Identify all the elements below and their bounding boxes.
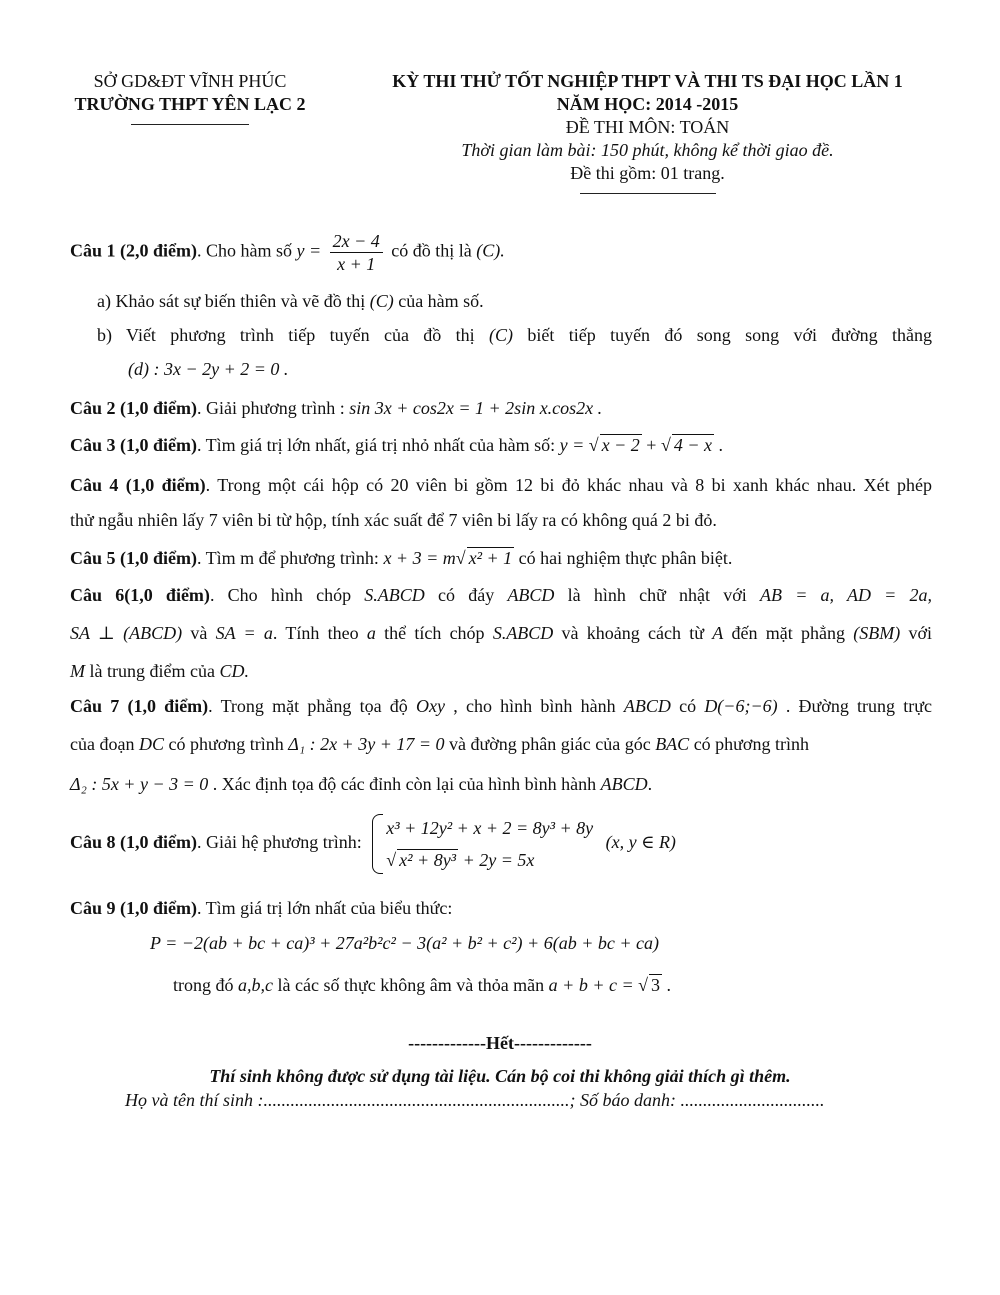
question-6-line-2 bbox=[70, 621, 932, 645]
q7-delta-2: Δ₂ : 5x + y − 3 = 0 bbox=[70, 774, 209, 794]
school-year: NĂM HỌC: 2014 -2015 bbox=[556, 94, 739, 114]
question-6-line-1 bbox=[70, 583, 932, 607]
candidate-signature-line: Họ và tên thí sinh :....................................................................; Số báo danh: ................................ bbox=[125, 1090, 825, 1110]
q7-text: . Đường trung trực bbox=[777, 696, 933, 716]
question-9-condition bbox=[173, 973, 933, 997]
left-brace-icon bbox=[372, 814, 383, 874]
question-1-y: y = bbox=[296, 240, 322, 261]
q7-text: , cho hình bình hành bbox=[445, 696, 624, 716]
question-5 bbox=[70, 546, 932, 570]
question-5-lhs: x + 3 = m bbox=[383, 548, 456, 568]
question-7-line-3 bbox=[70, 772, 932, 796]
question-1b-prefix: b) Viết phương trình tiếp tuyến của đồ thị bbox=[97, 325, 490, 345]
question-3-end: . bbox=[713, 435, 723, 455]
q6-text: và bbox=[182, 623, 216, 643]
question-5-tail: có hai nghiệm thực phân biệt. bbox=[514, 548, 733, 568]
q9-text: . bbox=[662, 975, 671, 995]
question-1a bbox=[97, 289, 932, 313]
sqrt-icon: √ bbox=[455, 548, 466, 568]
sqrt-icon: √ bbox=[386, 850, 397, 870]
q7-text: và đường phân giác của góc bbox=[444, 734, 656, 754]
question-9-expression bbox=[150, 931, 930, 955]
q7-text: . bbox=[647, 774, 653, 794]
question-3-plus: + bbox=[641, 435, 661, 455]
fraction-denominator: x + 1 bbox=[337, 254, 376, 274]
sqrt-icon: √ bbox=[588, 435, 599, 455]
q6-dimensions: AB = a, AD = 2a, bbox=[759, 585, 933, 605]
question-5-label: Câu 5 (1,0 điểm) bbox=[70, 548, 197, 568]
question-4-text-2: thử ngẫu nhiên lấy 7 viên bi từ hộp, tính xác suất để 7 viên bi lấy ra có không quá 2 bi đỏ. bbox=[70, 510, 717, 530]
q7-text: . Xác định tọa độ các đỉnh còn lại của hình bình hành bbox=[208, 774, 601, 794]
q6-text: . Tính theo bbox=[272, 623, 367, 643]
q6-text: và khoảng cách từ bbox=[553, 623, 713, 643]
question-1-lead: . Cho hàm số bbox=[197, 240, 297, 261]
question-1b-suffix: biết tiếp tuyến đó song song với đường thẳng bbox=[513, 325, 932, 345]
question-9 bbox=[70, 896, 932, 920]
question-8-label: Câu 8 (1,0 điểm) bbox=[70, 832, 197, 853]
q7-parallelogram: ABCD bbox=[623, 696, 671, 716]
q6-text: là trung điểm của bbox=[85, 661, 220, 681]
candidate-note: Thí sinh không được sử dụng tài liệu. Cán bộ coi thi không giải thích gì thêm. bbox=[209, 1066, 791, 1086]
question-1-tail: có đồ thị là bbox=[386, 240, 477, 261]
q9-text: là các số thực không âm và thỏa mãn bbox=[273, 975, 549, 995]
q6-point-a: A bbox=[712, 623, 724, 643]
q7-delta-1: Δ₁ : 2x + 3y + 17 = 0 bbox=[288, 734, 445, 754]
question-1 bbox=[70, 230, 932, 275]
q7-text: có phương trình bbox=[689, 734, 809, 754]
question-8-domain: (x, y ∈ R) bbox=[605, 832, 676, 853]
question-6-line-3 bbox=[70, 659, 932, 683]
q6-text: với bbox=[900, 623, 932, 643]
question-2-label: Câu 2 (1,0 điểm) bbox=[70, 398, 197, 418]
q6-text: là hình chữ nhật với bbox=[554, 585, 760, 605]
q7-segment: DC bbox=[138, 734, 164, 754]
q9-variables: a,b,c bbox=[238, 975, 273, 995]
q6-point-m: M bbox=[70, 661, 85, 681]
header-left-divider bbox=[131, 124, 249, 125]
sqrt-icon: √ bbox=[660, 435, 671, 455]
q6-plane: (SBM) bbox=[853, 623, 901, 643]
question-2-equation: sin 3x + cos2x = 1 + 2sin x.cos2x . bbox=[349, 398, 603, 418]
header-right-divider bbox=[580, 193, 716, 194]
q6-text: đến mặt phẳng bbox=[723, 623, 854, 643]
school-name: TRƯỜNG THPT YÊN LẠC 2 bbox=[74, 94, 306, 114]
q6-sa-length: SA = a bbox=[215, 623, 273, 643]
q6-pyramid: S.ABCD bbox=[364, 585, 425, 605]
exam-subject: ĐỀ THI MÔN: TOÁN bbox=[565, 117, 730, 137]
question-4-label: Câu 4 (1,0 điểm) bbox=[70, 475, 206, 495]
department-name: SỞ GD&ĐT VĨNH PHÚC bbox=[93, 71, 287, 91]
question-1-graph: (C). bbox=[476, 240, 505, 261]
question-4-line-1 bbox=[70, 473, 932, 497]
header-right bbox=[355, 70, 940, 194]
question-1-label: Câu 1 (2,0 điểm) bbox=[70, 240, 197, 261]
question-3-text: . Tìm giá trị lớn nhất, giá trị nhỏ nhất của hàm số: bbox=[197, 435, 560, 455]
q6-variable: a bbox=[366, 623, 376, 643]
question-1b bbox=[97, 323, 932, 347]
question-9-label: Câu 9 (1,0 điểm) bbox=[70, 898, 197, 918]
header-left bbox=[40, 70, 340, 125]
q6-segment-cd: CD. bbox=[219, 661, 249, 681]
question-3-radicand-2: 4 − x bbox=[673, 435, 712, 455]
system-radicand: x² + 8y³ bbox=[399, 850, 457, 870]
q7-point-d: D(−6;−6) bbox=[704, 696, 778, 716]
question-2 bbox=[70, 396, 932, 420]
question-8-text: . Giải hệ phương trình: bbox=[197, 832, 367, 853]
q9-condition-lhs: a + b + c = bbox=[548, 975, 639, 995]
q9-text: trong đó bbox=[173, 975, 238, 995]
system-equation-2-tail: + 2y = 5x bbox=[458, 850, 535, 870]
question-3-label: Câu 3 (1,0 điểm) bbox=[70, 435, 197, 455]
question-9-text: . Tìm giá trị lớn nhất của biểu thức: bbox=[197, 898, 453, 918]
question-7-label: Câu 7 (1,0 điểm) bbox=[70, 696, 209, 716]
q6-text: có đáy bbox=[424, 585, 508, 605]
question-3 bbox=[70, 433, 932, 457]
fraction-numerator: 2x − 4 bbox=[330, 230, 383, 253]
q6-pyramid: S.ABCD bbox=[492, 623, 554, 643]
exam-duration: Thời gian làm bài: 150 phút, không kể thời giao đề. bbox=[461, 140, 834, 160]
q6-perpendicular: SA ⊥ (ABCD) bbox=[70, 623, 183, 643]
question-5-text: . Tìm m để phương trình: bbox=[197, 548, 384, 568]
question-6-label: Câu 6(1,0 điểm) bbox=[70, 585, 210, 605]
page-count: Đề thi gồm: 01 trang. bbox=[570, 163, 725, 183]
question-1-fraction bbox=[330, 230, 383, 275]
q6-base: ABCD bbox=[507, 585, 555, 605]
question-8 bbox=[70, 812, 932, 876]
question-1a-graph: (C) bbox=[369, 291, 394, 311]
question-1a-prefix: a) Khảo sát sự biến thiên và vẽ đồ thị bbox=[97, 291, 370, 311]
line-d-equation: (d) : 3x − 2y + 2 = 0 . bbox=[128, 359, 289, 379]
expression-p: P = −2(ab + bc + ca)³ + 27a²b²c² − 3(a² + b² + c²) + 6(ab + bc + ca) bbox=[150, 933, 659, 953]
q6-text: . Cho hình chóp bbox=[209, 585, 365, 605]
system-equation-1: x³ + 12y² + x + 2 = 8y³ + 8y bbox=[386, 818, 594, 838]
question-5-radicand: x² + 1 bbox=[468, 548, 513, 568]
question-1b-graph: (C) bbox=[489, 325, 514, 345]
q7-plane: Oxy bbox=[416, 696, 446, 716]
equation-system bbox=[372, 812, 593, 876]
sqrt-icon: √ bbox=[638, 975, 648, 995]
exam-title: KỲ THI THỬ TỐT NGHIỆP THPT VÀ THI TS ĐẠI HỌC LẦN 1 bbox=[392, 71, 903, 91]
q7-text: có bbox=[670, 696, 705, 716]
question-4-line-2 bbox=[70, 508, 932, 532]
q7-text: có phương trình bbox=[163, 734, 289, 754]
question-3-y: y = bbox=[559, 435, 589, 455]
q7-parallelogram: ABCD bbox=[600, 774, 648, 794]
end-marker: -------------Hết------------- bbox=[408, 1033, 592, 1053]
q7-angle: BAC bbox=[655, 734, 690, 754]
question-2-text: . Giải phương trình : bbox=[197, 398, 350, 418]
q7-text: . Trong mặt phẳng tọa độ bbox=[208, 696, 417, 716]
question-1a-suffix: của hàm số. bbox=[393, 291, 484, 311]
q9-radicand: 3 bbox=[651, 975, 660, 995]
q7-text: của đoạn bbox=[70, 734, 139, 754]
q6-text: thể tích chóp bbox=[375, 623, 493, 643]
question-7-line-1 bbox=[70, 694, 932, 718]
question-7-line-2 bbox=[70, 732, 932, 756]
question-4-text-1: . Trong một cái hộp có 20 viên bi gồm 12 bi đỏ khác nhau và 8 bi xanh khác nhau. Xét phép bbox=[205, 475, 933, 495]
system-equation-2 bbox=[386, 844, 593, 876]
question-1b-line bbox=[128, 357, 963, 381]
question-3-radicand-1: x − 2 bbox=[601, 435, 640, 455]
